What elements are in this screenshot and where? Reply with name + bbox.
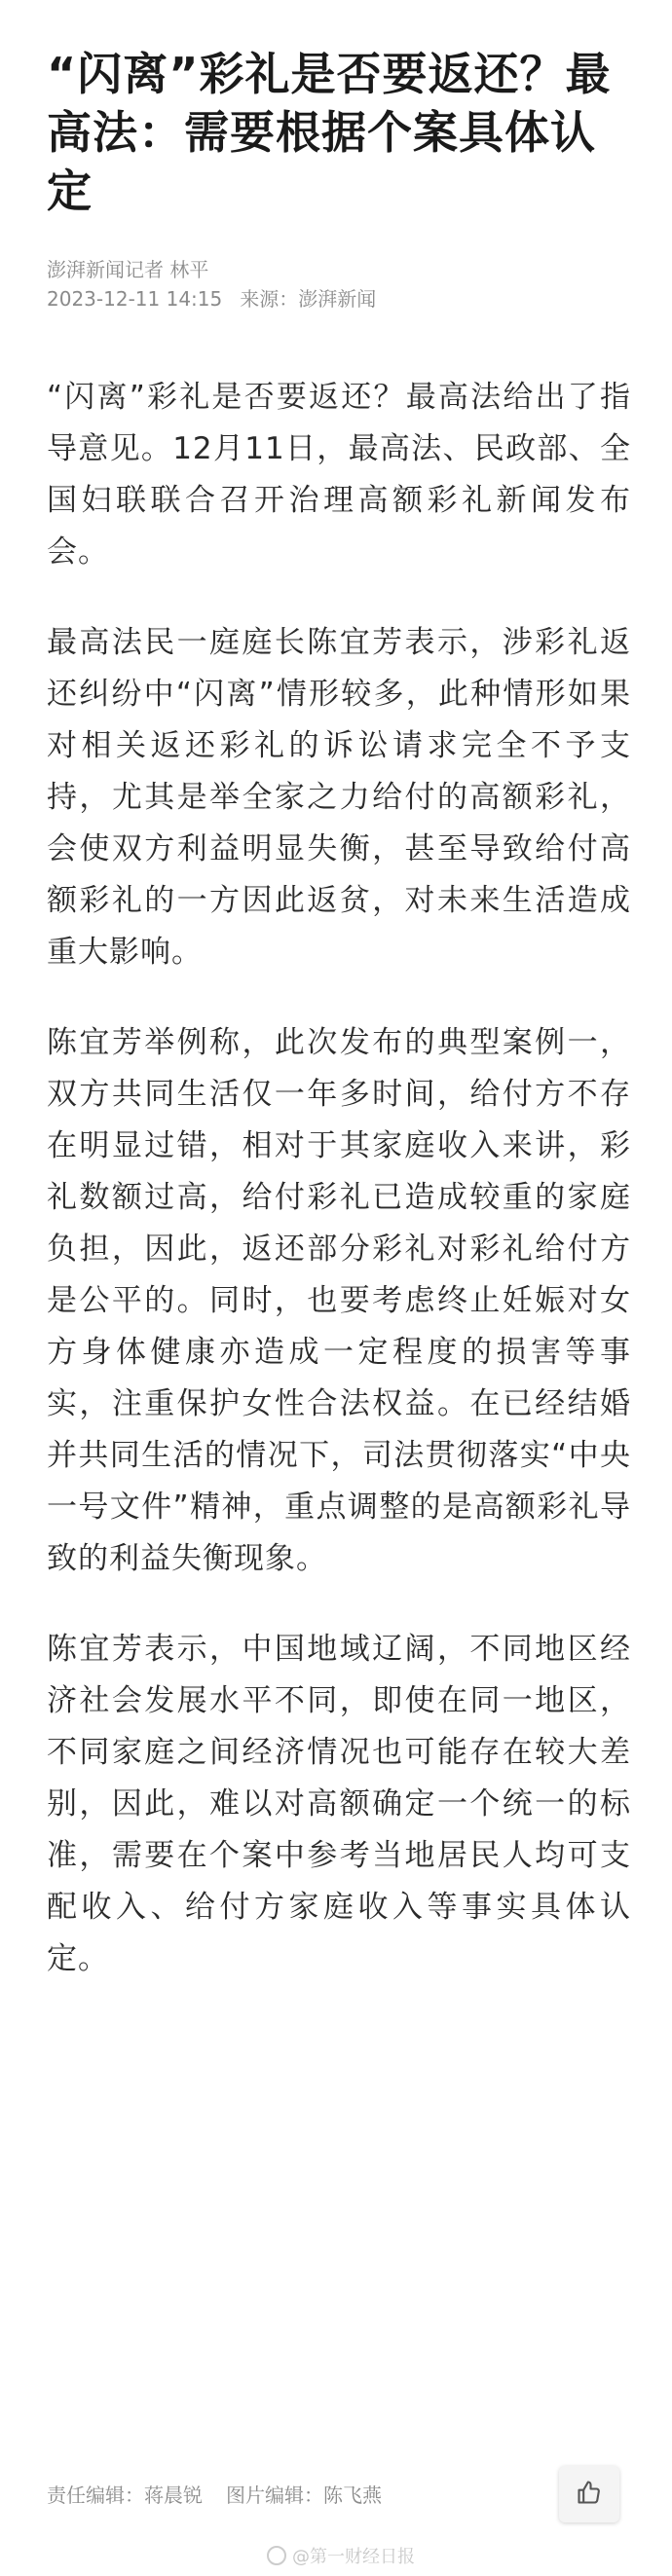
- publish-meta: [47, 284, 631, 313]
- article-paragraph: “闪离”彩礼是否要返还？最高法给出了指导意见。12月11日，最高法、民政部、全国妇联联合召开治理高额彩礼新闻发布会。: [47, 380, 631, 570]
- article-footer: [47, 2466, 631, 2524]
- photo-editor: 图片编辑：陈飞燕: [226, 2484, 382, 2507]
- weibo-logo-icon: [267, 2546, 286, 2565]
- article-paragraph: 最高法民一庭庭长陈宜芳表示，涉彩礼返还纠纷中“闪离”情形较多，此种情形如果对相关返还彩礼的诉讼请求完全不予支持，尤其是举全家之力给付的高额彩礼，会使双方利益明显失衡，甚至导致给付高额彩礼的一方因此返贫，对未来生活造成重大影响。: [47, 625, 631, 970]
- like-button[interactable]: [559, 2466, 619, 2522]
- watermark-text: @第一财经日报: [292, 2547, 415, 2567]
- article-paragraph: 陈宜芳举例称，此次发布的典型案例一，双方共同生活仅一年多时间，给付方不存在明显过错，相对于其家庭收入来讲，彩礼数额过高，给付彩礼已造成较重的家庭负担，因此，返还部分彩礼对彩礼给付方是公平的。同时，也要考虑终止妊娠对女方身体健康亦造成一定程度的损害等事实，注重保护女性合法权益。在已经结婚并共同生活的情况下，司法贯彻落实“中央一号文件”精神，重点调整的是高额彩礼导致的利益失衡现象。: [47, 1025, 631, 1576]
- article-title: “闪离”彩礼是否要返还？最高法：需要根据个案具体认定: [47, 48, 612, 217]
- responsible-editor: 责任编辑：蒋晨锐: [47, 2484, 203, 2507]
- publish-datetime: 2023-12-11 14:15: [47, 287, 223, 311]
- reporter-name: 澎湃新闻记者 林平: [47, 258, 209, 281]
- article-body: [47, 372, 631, 1985]
- weibo-watermark: [267, 2543, 415, 2568]
- article-source: 来源：澎湃新闻: [240, 287, 377, 311]
- thumbs-up-icon: [576, 2479, 603, 2510]
- article-paragraph: 陈宜芳表示，中国地域辽阔，不同地区经济社会发展水平不同，即使在同一地区，不同家庭之间经济情况也可能存在较大差别，因此，难以对高额确定一个统一的标准，需要在个案中参考当地居民人均可支配收入、给付方家庭收入等事实具体认定。: [47, 1632, 631, 1976]
- editor-credits: [47, 2482, 382, 2509]
- byline: [47, 255, 631, 313]
- article: [47, 45, 631, 2024]
